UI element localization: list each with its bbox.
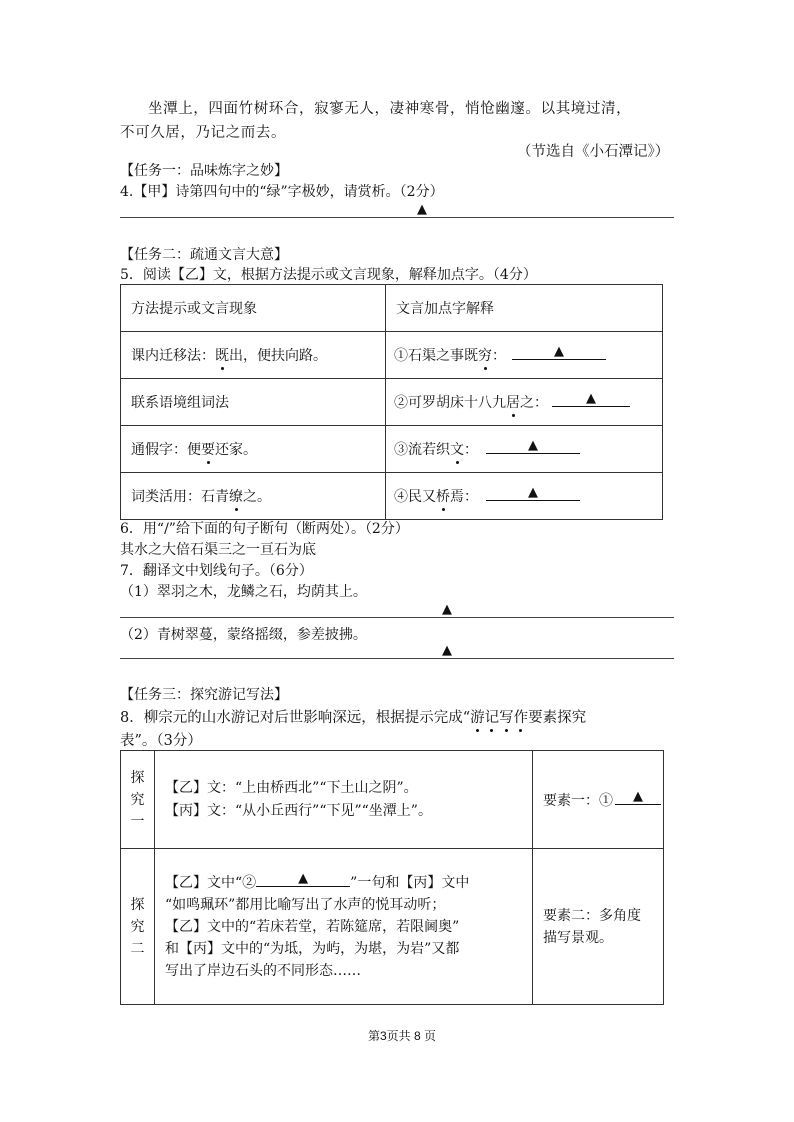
row1-method: 课内迁移法：既出，便扶向路。 — [121, 332, 386, 379]
question-7-2: （2）青树翠蔓，蒙络摇缀，参差披拂。 — [120, 627, 367, 643]
question-8-line-2: 表”。（3分） — [120, 733, 202, 749]
answer-mark-icon: ▲ — [554, 344, 564, 359]
answer-mark-icon: ▲ — [442, 643, 452, 658]
answer-mark-icon: ▲ — [528, 485, 538, 500]
answer-mark-icon: ▲ — [417, 202, 427, 217]
page-footer: 第3页共 8 页 — [368, 1029, 437, 1043]
question-6: 6．用“/”给下面的句子断句（断两处）。（2分） — [120, 521, 409, 537]
answer-mark-icon: ▲ — [528, 438, 538, 453]
passage-source: （节选自《小石潭记》） — [517, 144, 670, 160]
row4-item: ④民又桥焉： ▲ — [386, 473, 663, 520]
table-header-row — [121, 285, 663, 332]
header-explanation: 文言加点字解释 — [386, 285, 663, 332]
answer-mark-icon: ▲ — [633, 788, 643, 804]
header-method: 方法提示或文言现象 — [121, 285, 386, 332]
travel-writing-table — [120, 750, 664, 1005]
explore-1-element: 要素一：① ▲ — [533, 751, 664, 849]
row3-method: 通假字：便要还家。 — [121, 426, 386, 473]
answer-blank-2[interactable] — [552, 392, 630, 407]
row2-item: ②可罗胡床十八九居之： ▲ — [386, 379, 663, 426]
explore-2-label: 探 究 二 — [121, 849, 155, 1005]
table-row — [121, 426, 663, 473]
question-5: 5．阅读【乙】文，根据方法提示或文言现象，解释加点字。（4分） — [120, 267, 537, 283]
explore-1-content: 【乙】文：“上由桥西北”“下土山之阴”。 【丙】文：“从小丘西行”“下见”“坐潭上”。 — [155, 751, 533, 849]
passage-line-1: 坐潭上，四面竹树环合，寂寥无人，凄神寒骨，悄怆幽邃。以其境过清， — [148, 101, 632, 117]
table-row — [121, 751, 664, 849]
task2-heading: 【任务二：疏通文言大意】 — [120, 247, 288, 263]
explanation-table — [120, 284, 663, 520]
question-7: 7．翻译文中划线句子。（6分） — [120, 563, 313, 579]
explore-1-label: 探 究 一 — [121, 751, 155, 849]
question-4: 4.【甲】诗第四句中的“绿”字极妙，请赏析。（2分） — [120, 184, 444, 200]
row1-item: ①石渠之事既穷： ▲ — [386, 332, 663, 379]
answer-blank-element-1[interactable] — [615, 790, 661, 805]
answer-line-q7-2[interactable] — [120, 658, 674, 659]
question-6-sentence: 其水之大倍石渠三之一亘石为底 — [120, 542, 316, 558]
row2-method: 联系语境组词法 — [121, 379, 386, 426]
answer-mark-icon: ▲ — [442, 602, 452, 617]
task1-heading: 【任务一：品味炼字之妙】 — [120, 163, 288, 179]
answer-line-q4[interactable] — [120, 217, 674, 218]
answer-blank-4[interactable] — [486, 486, 580, 501]
answer-mark-icon: ▲ — [586, 391, 596, 406]
explore-2-content: 【乙】文中“② ▲ ”一句和【丙】文中 “如鸣珮环”都用比喻写出了水声的悦耳动听； 【乙】文中的“若床若堂，若陈筵席，若限阃奥” 和【丙】文中的“为坻，为屿，为堪，为岩”又都 写出了岸边石头的不同形态…… — [155, 849, 533, 1005]
passage-line-2: 不可久居，乃记之而去。 — [120, 125, 287, 141]
answer-mark-icon: ▲ — [298, 870, 309, 886]
answer-line-q7-1[interactable] — [120, 617, 674, 618]
table-row — [121, 473, 663, 520]
answer-blank-explore-2[interactable] — [256, 872, 350, 887]
question-7-1: （1）翠羽之木，龙鳞之石，均荫其上。 — [120, 584, 367, 600]
table-row — [121, 379, 663, 426]
table-row — [121, 332, 663, 379]
answer-blank-1[interactable] — [512, 345, 606, 360]
explore-2-element: 要素二：多角度 描写景观。 — [533, 849, 664, 1005]
row4-method: 词类活用：石青缭之。 — [121, 473, 386, 520]
row3-item: ③流若织文： ▲ — [386, 426, 663, 473]
task3-heading: 【任务三：探究游记写法】 — [120, 687, 288, 703]
answer-blank-3[interactable] — [486, 439, 580, 454]
table-row — [121, 849, 664, 1005]
question-8-line-1: 8．柳宗元的山水游记对后世影响深远，根据提示完成“游记写作要素探究 — [120, 706, 586, 727]
